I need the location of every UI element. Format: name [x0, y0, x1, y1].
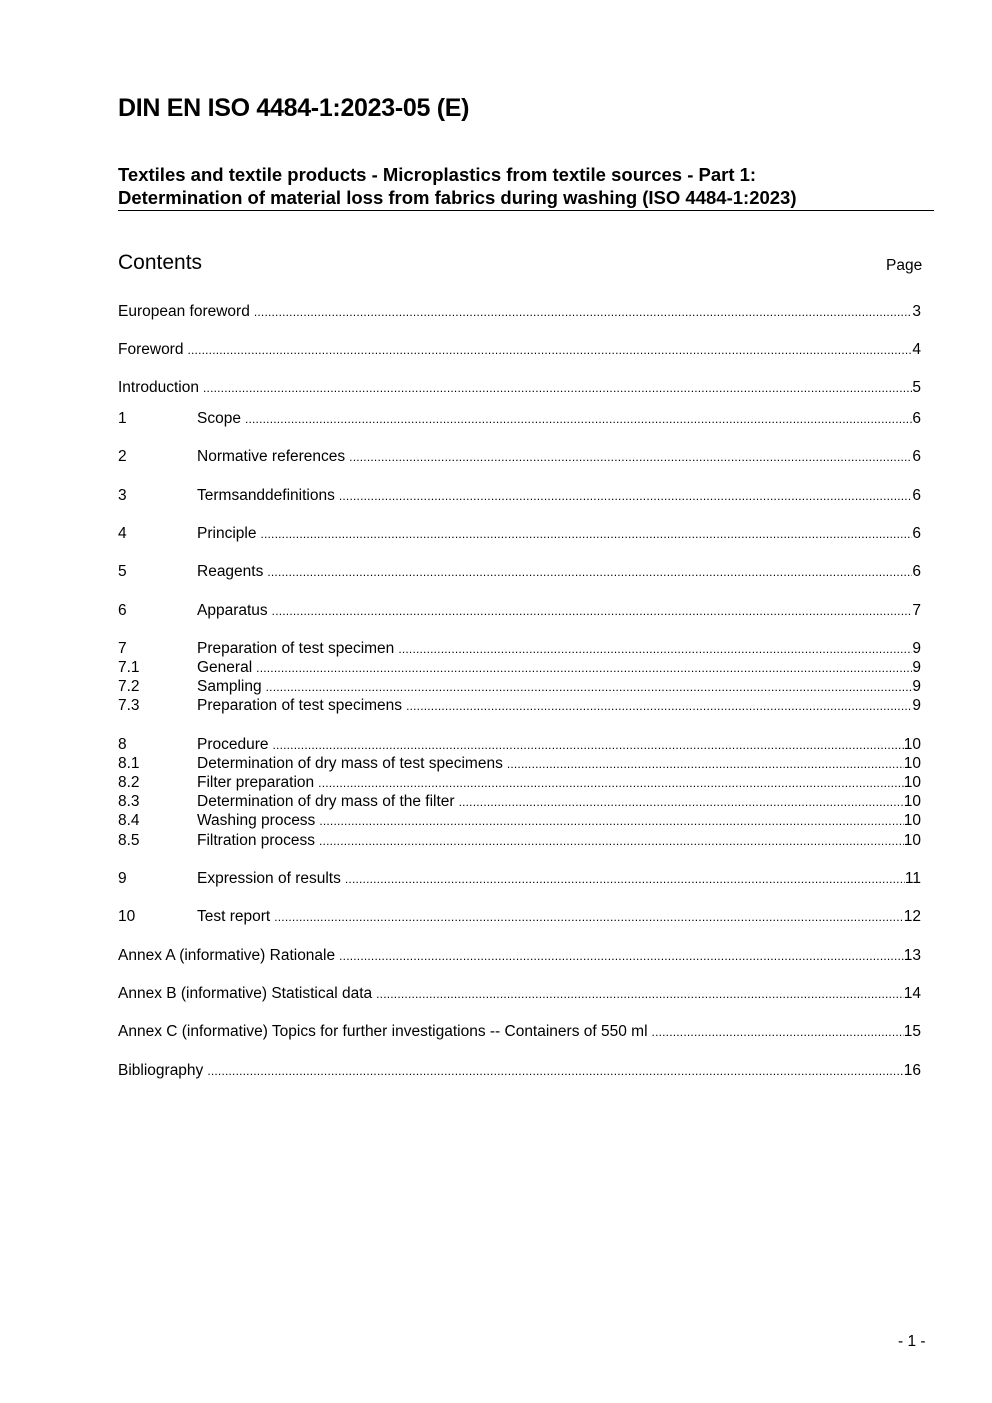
- toc-leader-dots: [345, 872, 905, 886]
- toc-entry[interactable]: [118, 870, 921, 889]
- toc-page: 10: [903, 774, 921, 791]
- toc-page: 13: [903, 947, 921, 964]
- toc-title: Determination of dry mass of test specimens: [197, 755, 503, 772]
- toc-entry[interactable]: [118, 602, 921, 621]
- toc-title: Foreword: [118, 341, 184, 358]
- toc-entry[interactable]: [118, 812, 921, 831]
- toc-leader-dots: [339, 489, 913, 503]
- toc-leader-dots: [339, 949, 904, 963]
- toc-page: 7: [912, 602, 921, 619]
- toc-leader-dots: [319, 834, 904, 848]
- toc-title: Sampling: [197, 678, 262, 695]
- subtitle-line-1: Textiles and textile products - Microplastics from textile sources - Part 1:: [118, 164, 757, 185]
- toc-leader-dots: [652, 1025, 904, 1039]
- toc-page: 10: [903, 755, 921, 772]
- toc-number: 7.1: [118, 659, 140, 676]
- toc-title: Termsanddefinitions: [197, 487, 335, 504]
- toc-page: 6: [912, 410, 921, 427]
- toc-leader-dots: [376, 987, 904, 1001]
- toc-number: 2: [118, 448, 127, 465]
- toc-leader-dots: [272, 604, 913, 618]
- toc-title: Annex A (informative) Rationale: [118, 947, 336, 964]
- toc-page: 6: [912, 448, 921, 465]
- toc-entry[interactable]: [118, 774, 921, 793]
- toc-entry[interactable]: [118, 525, 921, 544]
- toc-title: Expression of results: [197, 870, 341, 887]
- toc-entry[interactable]: [118, 341, 921, 360]
- toc-entry[interactable]: [118, 678, 921, 697]
- toc-leader-dots: [256, 661, 912, 675]
- toc-page: 16: [903, 1062, 921, 1079]
- toc-page: 6: [912, 487, 921, 504]
- toc-title: Preparation of test specimens: [197, 697, 403, 714]
- toc-entry[interactable]: [118, 379, 921, 398]
- toc-page: 6: [912, 525, 921, 542]
- toc-title: Annex C (informative) Topics for further investigations -- Containers of 550 ml: [118, 1023, 648, 1040]
- toc-number: 3: [118, 487, 127, 504]
- contents-heading: Contents: [118, 251, 203, 274]
- toc-entry[interactable]: [118, 793, 921, 812]
- toc-leader-dots: [267, 565, 912, 579]
- toc-entry[interactable]: [118, 563, 921, 582]
- toc-title: Determination of dry mass of the filter: [197, 793, 455, 810]
- toc-entry[interactable]: [118, 1023, 921, 1042]
- toc-title: Filtration process: [197, 832, 316, 849]
- toc-title: Reagents: [197, 563, 264, 580]
- toc-leader-dots: [398, 642, 912, 656]
- toc-page: 4: [912, 341, 921, 358]
- toc-title: Annex B (informative) Statistical data: [118, 985, 373, 1002]
- toc-page: 10: [903, 812, 921, 829]
- toc-entry[interactable]: [118, 908, 921, 927]
- toc-title: Introduction: [118, 379, 199, 396]
- toc-leader-dots: [254, 305, 913, 319]
- toc-title: Filter preparation: [197, 774, 315, 791]
- toc-entry[interactable]: [118, 659, 921, 678]
- toc-title: Procedure: [197, 736, 269, 753]
- toc-page: 15: [903, 1023, 921, 1040]
- toc-title: Principle: [197, 525, 257, 542]
- toc-leader-dots: [273, 738, 904, 752]
- toc-page: 3: [912, 303, 921, 320]
- toc-number: 8.3: [118, 793, 140, 810]
- toc-page: 10: [903, 793, 921, 810]
- toc-number: 8.5: [118, 832, 140, 849]
- toc-leader-dots: [507, 757, 904, 771]
- toc-page: 11: [904, 870, 921, 887]
- toc-page: 9: [912, 678, 921, 695]
- toc-entry[interactable]: [118, 487, 921, 506]
- toc-number: 6: [118, 602, 127, 619]
- toc-number: 8.4: [118, 812, 140, 829]
- toc-leader-dots: [207, 1064, 903, 1078]
- toc-leader-dots: [260, 527, 912, 541]
- toc-leader-dots: [274, 910, 904, 924]
- page-number: - 1 -: [898, 1333, 926, 1350]
- toc-entry[interactable]: [118, 303, 921, 322]
- toc-number: 8: [118, 736, 127, 753]
- toc-number: 8.1: [118, 755, 140, 772]
- toc-title: Bibliography: [118, 1062, 204, 1079]
- toc-leader-dots: [459, 795, 904, 809]
- toc-leader-dots: [406, 699, 912, 713]
- toc-number: 5: [118, 563, 127, 580]
- toc-entry[interactable]: [118, 410, 921, 429]
- toc-title: Preparation of test specimen: [197, 640, 395, 657]
- toc-number: 4: [118, 525, 127, 542]
- document-subtitle: [118, 163, 934, 211]
- toc-title: European foreword: [118, 303, 250, 320]
- document-id: DIN EN ISO 4484-1:2023-05 (E): [118, 94, 470, 122]
- page-column-heading: Page: [886, 257, 923, 274]
- toc-page: 10: [903, 832, 921, 849]
- toc-entry[interactable]: [118, 697, 921, 716]
- toc-number: 7.3: [118, 697, 140, 714]
- toc-entry[interactable]: [118, 736, 921, 755]
- toc-title: Apparatus: [197, 602, 268, 619]
- toc-page: 9: [912, 697, 921, 714]
- toc-leader-dots: [187, 343, 912, 357]
- toc-page: 6: [912, 563, 921, 580]
- toc-entry[interactable]: [118, 448, 921, 467]
- toc-entry[interactable]: [118, 832, 921, 851]
- toc-entry[interactable]: [118, 947, 921, 966]
- toc-leader-dots: [349, 450, 912, 464]
- toc-page: 14: [903, 985, 921, 1002]
- toc-entry[interactable]: [118, 985, 921, 1004]
- toc-number: 1: [118, 410, 127, 427]
- toc-entry[interactable]: [118, 755, 921, 774]
- toc-title: General: [197, 659, 253, 676]
- toc-page: 10: [903, 736, 921, 753]
- toc-number: 9: [118, 870, 127, 887]
- toc-number: 8.2: [118, 774, 140, 791]
- toc-leader-dots: [245, 412, 912, 426]
- toc-title: Normative references: [197, 448, 346, 465]
- toc-page: 9: [912, 640, 921, 657]
- toc-number: 7.2: [118, 678, 140, 695]
- toc-leader-dots: [203, 381, 912, 395]
- toc-page: 5: [912, 379, 921, 396]
- toc-leader-dots: [266, 680, 913, 694]
- toc-page: 12: [903, 908, 921, 925]
- subtitle-line-2: Determination of material loss from fabrics during washing (ISO 4484-1:2023): [118, 187, 797, 208]
- toc-leader-dots: [319, 814, 903, 828]
- toc-number: 7: [118, 640, 127, 657]
- toc-title: Scope: [197, 410, 241, 427]
- toc-entry[interactable]: [118, 1062, 921, 1081]
- toc-leader-dots: [318, 776, 904, 790]
- toc-number: 10: [118, 908, 136, 925]
- toc-page: 9: [912, 659, 921, 676]
- toc-entry[interactable]: [118, 640, 921, 659]
- toc-title: Washing process: [197, 812, 316, 829]
- toc-title: Test report: [197, 908, 271, 925]
